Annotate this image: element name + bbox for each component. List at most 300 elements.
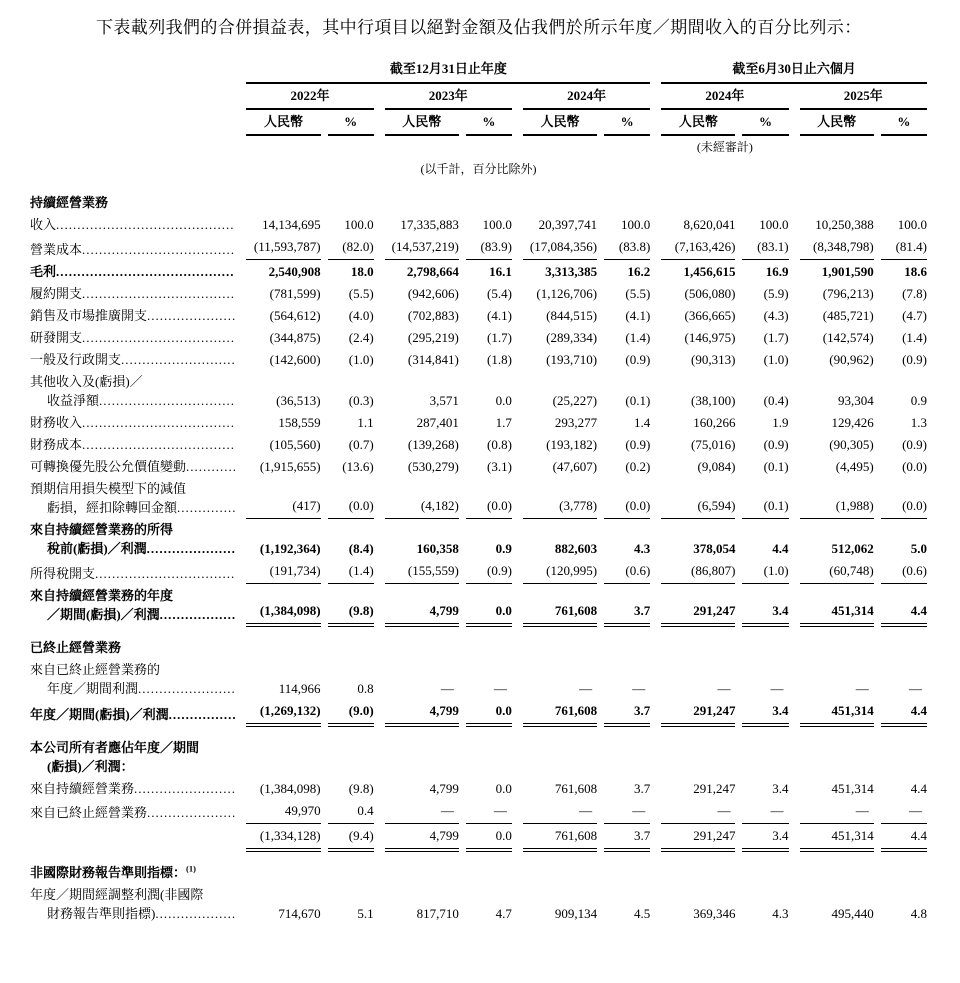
cell-percent: (4.3) <box>763 308 789 323</box>
table-row <box>30 777 927 799</box>
cell-amount: 4,799 <box>385 699 459 725</box>
cell-percent: 4.8 <box>910 905 927 921</box>
cell-percent: 0.0 <box>495 780 512 796</box>
cell-percent: 3.7 <box>634 780 651 796</box>
cell-percent: (5.5) <box>348 286 374 301</box>
cell-percent: (9.4) <box>328 823 374 850</box>
cell-percent: (0.3) <box>348 393 374 408</box>
cell-amount: 761,608 <box>554 780 598 796</box>
cell-amount: 93,304 <box>837 393 874 408</box>
dot-leader <box>169 705 236 724</box>
table-row <box>30 304 927 326</box>
row-label-text: 其他收入及(虧損)／ <box>30 374 143 389</box>
cell-amount: 378,054 <box>693 541 736 556</box>
table-row <box>30 411 927 433</box>
cell-percent: 4.3 <box>634 541 651 556</box>
cell-amount: (844,515) <box>546 308 598 323</box>
cell-percent: (5.5) <box>625 286 651 301</box>
cell-amount: (295,219) <box>407 330 459 345</box>
row-label-text: 收入 <box>30 217 57 232</box>
cell-percent: (83.8) <box>604 235 650 260</box>
cell-amount: (781,599) <box>269 286 321 301</box>
section-row <box>30 850 927 883</box>
year-header: 2024年 <box>523 83 650 109</box>
cell-amount: (90,313) <box>691 352 736 367</box>
year-header: 2025年 <box>800 83 927 109</box>
cell-amount: (155,559) <box>385 559 459 584</box>
percent-header: % <box>604 109 650 135</box>
header-unaudited <box>30 135 927 158</box>
cell-percent: (0.0) <box>902 459 927 474</box>
cell-percent: (1.0) <box>348 352 374 367</box>
row-label-text: 毛利 <box>30 264 57 279</box>
cell-percent: — <box>770 680 784 696</box>
currency-header: 人民幣 <box>385 109 459 135</box>
cell-amount: 129,426 <box>831 415 874 430</box>
unaudited-note: (未經審計) <box>696 140 753 154</box>
cell-amount: (564,612) <box>269 308 321 323</box>
cell-amount: (1,384,098) <box>259 780 321 796</box>
header-years <box>30 83 927 109</box>
cell-percent: (0.9) <box>625 437 651 452</box>
cell-percent: 5.0 <box>910 541 927 556</box>
dot-leader <box>147 803 235 822</box>
cell-percent: (1.4) <box>902 330 927 345</box>
cell-amount: 10,250,388 <box>815 217 874 232</box>
dot-leader <box>82 413 235 432</box>
cell-percent: 5.1 <box>357 905 374 921</box>
cell-amount: — <box>855 680 869 696</box>
percent-header: % <box>328 109 374 135</box>
cell-amount: 495,440 <box>831 905 874 921</box>
cell-percent: (4.1) <box>486 308 512 323</box>
cell-amount: (796,213) <box>822 286 874 301</box>
cell-percent: (0.1) <box>763 459 789 474</box>
cell-amount: (7,163,426) <box>661 235 735 260</box>
row-label-text: 收益淨額 <box>47 393 100 408</box>
cell-percent: (0.9) <box>902 352 927 367</box>
cell-percent: (1.0) <box>763 352 789 367</box>
cell-amount: (75,016) <box>691 437 736 452</box>
row-label-text: 來自持續經營業務 <box>30 780 135 796</box>
cell-amount: 4,799 <box>385 823 459 850</box>
table-row <box>30 799 927 824</box>
header-period-groups <box>30 57 927 83</box>
cell-percent: (0.0) <box>604 477 650 518</box>
row-label <box>30 584 235 625</box>
year-header: 2024年 <box>661 83 788 109</box>
cell-percent: 1.4 <box>634 415 651 430</box>
currency-header: 人民幣 <box>661 109 735 135</box>
row-label <box>30 235 235 260</box>
cell-amount: (25,227) <box>552 393 598 408</box>
cell-percent: (0.9) <box>902 437 927 452</box>
cell-percent: 0.4 <box>328 799 374 824</box>
row-label <box>30 213 235 235</box>
dot-leader <box>147 306 235 325</box>
row-label <box>30 699 235 725</box>
row-label-text: 稅前(虧損)／利潤 <box>47 541 147 556</box>
cell-percent: (1.7) <box>486 330 512 345</box>
dot-leader <box>147 539 236 558</box>
cell-percent: (0.0) <box>466 477 512 518</box>
cell-percent: 16.1 <box>489 264 512 279</box>
cell-percent: 4.4 <box>910 780 927 796</box>
cell-percent: (4.0) <box>348 308 374 323</box>
table-row <box>30 518 927 559</box>
cell-amount: 761,608 <box>523 699 597 725</box>
cell-amount: 882,603 <box>554 541 598 556</box>
cell-amount: (11,593,787) <box>246 235 320 260</box>
row-label-text: ／期間(虧損)／利潤 <box>47 606 160 622</box>
dot-leader <box>138 679 235 698</box>
row-label-text: 年度／期間經調整利潤(非國際 <box>30 886 204 902</box>
header-scale-note <box>30 158 927 180</box>
cell-amount: 291,247 <box>661 584 735 625</box>
cell-amount: (139,268) <box>407 437 459 452</box>
cell-amount: (417) <box>246 477 320 518</box>
dot-leader <box>121 350 235 369</box>
cell-amount: (1,915,655) <box>259 459 321 474</box>
currency-header: 人民幣 <box>246 109 320 135</box>
row-label <box>30 625 235 658</box>
cell-percent: (1.4) <box>328 559 374 584</box>
cell-percent: (5.9) <box>763 286 789 301</box>
row-label-text: 已終止經營業務 <box>30 639 122 655</box>
cell-amount: 1,901,590 <box>821 264 874 279</box>
cell-percent: — <box>909 680 922 696</box>
cell-percent: (1.0) <box>742 559 788 584</box>
cell-amount: (344,875) <box>269 330 321 345</box>
section-row <box>30 180 927 213</box>
row-label-text: 本公司所有者應佔年度／期間 <box>30 739 200 755</box>
cell-amount: (38,100) <box>691 393 736 408</box>
cell-amount: 451,314 <box>800 584 874 625</box>
dot-leader <box>134 779 235 798</box>
cell-percent: (1.8) <box>486 352 512 367</box>
cell-amount: (191,734) <box>246 559 320 584</box>
cell-amount: (193,710) <box>546 352 598 367</box>
percent-header: % <box>881 109 927 135</box>
cell-percent: 100.0 <box>759 217 789 232</box>
row-label-text: 財務成本 <box>30 437 83 452</box>
table-row <box>30 260 927 283</box>
table-row <box>30 433 927 455</box>
cell-amount: (90,962) <box>829 352 874 367</box>
cell-amount: 909,134 <box>554 905 598 921</box>
cell-percent: (3.1) <box>486 459 512 474</box>
cell-amount: 287,401 <box>416 415 459 430</box>
row-label <box>30 850 235 883</box>
income-statement-table <box>30 57 927 924</box>
table-row <box>30 213 927 235</box>
dot-leader <box>160 605 236 624</box>
cell-percent: 4.4 <box>881 823 927 850</box>
cell-amount: (4,182) <box>385 477 459 518</box>
percent-header: % <box>466 109 512 135</box>
cell-amount: — <box>440 680 454 696</box>
cell-percent: 1.3 <box>910 415 927 430</box>
cell-percent: (2.4) <box>348 330 374 345</box>
cell-amount: 291,247 <box>661 823 735 850</box>
cell-amount: (6,594) <box>661 477 735 518</box>
table-row <box>30 658 927 699</box>
cell-percent: (82.0) <box>328 235 374 260</box>
cell-percent: (0.8) <box>486 437 512 452</box>
cell-amount: 451,314 <box>800 699 874 725</box>
row-label-text: 來自已終止經營業務的 <box>30 661 161 677</box>
row-label <box>30 658 235 699</box>
cell-percent: 4.4 <box>881 699 927 725</box>
cell-amount: 817,710 <box>416 905 459 921</box>
row-label-text: 來自持續經營業務的所得 <box>30 522 174 537</box>
cell-percent: 3.7 <box>604 823 650 850</box>
cell-percent: (8.4) <box>348 541 374 556</box>
table-row <box>30 235 927 260</box>
cell-amount: 369,346 <box>693 905 736 921</box>
cell-percent: (83.9) <box>466 235 512 260</box>
currency-header: 人民幣 <box>800 109 874 135</box>
row-label <box>30 348 235 370</box>
cell-amount: (105,560) <box>269 437 321 452</box>
cell-percent: 100.0 <box>897 217 927 232</box>
row-label <box>30 304 235 326</box>
cell-percent: 0.8 <box>357 680 374 696</box>
cell-percent: 16.9 <box>765 264 789 279</box>
cell-percent: (13.6) <box>342 459 374 474</box>
cell-percent: (0.4) <box>763 393 789 408</box>
row-label <box>30 180 235 213</box>
cell-percent: 3.4 <box>772 780 789 796</box>
cell-percent: (0.1) <box>742 477 788 518</box>
cell-amount: (146,975) <box>684 330 736 345</box>
cell-amount: 2,798,664 <box>406 264 459 279</box>
cell-amount: (14,537,219) <box>385 235 459 260</box>
table-row <box>30 699 927 725</box>
row-label-text: 所得稅開支 <box>30 565 96 581</box>
period-group-header: 截至6月30日止六個月 <box>661 57 927 83</box>
cell-amount: 291,247 <box>693 780 736 796</box>
row-label <box>30 559 235 584</box>
cell-amount: 291,247 <box>661 699 735 725</box>
cell-percent: 0.0 <box>466 699 512 725</box>
row-label-text: 銷售及市場推廣開支 <box>30 308 148 323</box>
cell-amount: (193,182) <box>546 437 598 452</box>
table-row <box>30 282 927 304</box>
row-label-text: 非國際財務報告準則指標：$^{(1)}$ <box>30 863 196 880</box>
cell-amount: — <box>523 799 597 824</box>
cell-amount: 114,966 <box>278 680 321 696</box>
cell-percent: 3.4 <box>742 823 788 850</box>
cell-percent: 16.2 <box>627 264 651 279</box>
cell-amount: 4,799 <box>429 780 459 796</box>
row-label-text: 年度／期間(虧損)／利潤 <box>30 706 169 722</box>
dot-leader <box>82 284 235 303</box>
cell-amount: 8,620,041 <box>683 217 736 232</box>
row-label <box>30 282 235 304</box>
cell-percent: 3.4 <box>742 699 788 725</box>
row-label <box>30 799 235 824</box>
cell-percent: (83.1) <box>742 235 788 260</box>
cell-amount: (3,778) <box>523 477 597 518</box>
cell-amount: (1,384,098) <box>246 584 320 625</box>
cell-percent: 0.9 <box>910 393 927 408</box>
cell-percent: (9.8) <box>348 780 374 796</box>
cell-amount: — <box>661 799 735 824</box>
cell-amount: 49,970 <box>246 799 320 824</box>
cell-amount: (1,988) <box>800 477 874 518</box>
dot-leader <box>82 328 235 347</box>
cell-amount: (86,807) <box>661 559 735 584</box>
cell-amount: 14,134,695 <box>262 217 321 232</box>
cell-percent: 4.5 <box>634 905 651 921</box>
cell-amount: (506,080) <box>684 286 736 301</box>
percent-header: % <box>742 109 788 135</box>
cell-percent: 0.0 <box>495 393 512 408</box>
cell-amount: 160,358 <box>416 541 459 556</box>
cell-amount: (942,606) <box>407 286 459 301</box>
cell-percent: — <box>466 799 512 824</box>
dot-leader <box>82 240 235 259</box>
row-label-text: 來自已終止經營業務 <box>30 805 148 820</box>
row-label-text: 預期信用損失模型下的減值 <box>30 481 187 496</box>
cell-percent: 100.0 <box>621 217 651 232</box>
cell-amount: 451,314 <box>831 780 874 796</box>
section-row <box>30 725 927 777</box>
row-label-text: 財務報告準則指標) <box>47 905 156 921</box>
cell-percent: (1.7) <box>763 330 789 345</box>
cell-amount: (47,607) <box>552 459 598 474</box>
cell-percent: (81.4) <box>881 235 927 260</box>
cell-amount: (485,721) <box>822 308 874 323</box>
cell-percent: — <box>632 680 646 696</box>
cell-percent: (0.2) <box>625 459 651 474</box>
cell-amount: 3,313,385 <box>545 264 598 279</box>
cell-percent: (0.9) <box>625 352 651 367</box>
dot-leader <box>82 435 235 454</box>
table-row <box>30 348 927 370</box>
cell-amount: 160,266 <box>693 415 736 430</box>
cell-amount: 761,608 <box>523 823 597 850</box>
cell-percent: 1.7 <box>495 415 512 430</box>
cell-percent: 1.1 <box>357 415 374 430</box>
cell-percent: 4.4 <box>772 541 789 556</box>
cell-amount: (289,334) <box>546 330 598 345</box>
cell-amount: (314,841) <box>407 352 459 367</box>
cell-amount: 3,571 <box>429 393 459 408</box>
row-label <box>30 823 235 850</box>
section-row <box>30 625 927 658</box>
row-label-text: 持續經營業務 <box>30 195 109 210</box>
cell-percent: (0.7) <box>348 437 374 452</box>
cell-amount: (1,334,128) <box>246 823 320 850</box>
cell-percent: (0.6) <box>881 559 927 584</box>
cell-amount: (142,600) <box>269 352 321 367</box>
cell-amount: 451,314 <box>800 823 874 850</box>
cell-percent: (0.0) <box>881 477 927 518</box>
cell-amount: — <box>800 799 874 824</box>
row-label <box>30 411 235 433</box>
dot-leader <box>56 262 235 281</box>
dot-leader <box>155 904 235 923</box>
cell-percent: (9.8) <box>328 584 374 625</box>
row-label <box>30 326 235 348</box>
cell-amount: 293,277 <box>554 415 598 430</box>
cell-amount: 1,456,615 <box>683 264 736 279</box>
row-label-text: 營業成本 <box>30 241 83 257</box>
cell-percent: 100.0 <box>344 217 374 232</box>
row-label <box>30 455 235 477</box>
cell-amount: (36,513) <box>276 393 321 408</box>
cell-percent: — <box>493 680 507 696</box>
table-row <box>30 823 927 850</box>
cell-amount: (1,192,364) <box>259 541 321 556</box>
dot-leader <box>56 215 235 234</box>
cell-amount: (142,574) <box>822 330 874 345</box>
cell-percent: 100.0 <box>482 217 512 232</box>
row-label-text: (虧損)／利潤： <box>47 758 134 774</box>
cell-percent: 4.7 <box>495 905 512 921</box>
cell-percent: 4.3 <box>772 905 789 921</box>
cell-amount: (702,883) <box>407 308 459 323</box>
table-row <box>30 883 927 924</box>
row-label <box>30 477 235 518</box>
cell-amount: — <box>385 799 459 824</box>
cell-percent: (9.0) <box>328 699 374 725</box>
row-label-text: 一般及行政開支 <box>30 352 122 367</box>
dot-leader <box>177 498 235 517</box>
cell-percent: (0.0) <box>328 477 374 518</box>
cell-percent: — <box>604 799 650 824</box>
row-label-text: 可轉換優先股公允價值變動 <box>30 459 187 474</box>
row-label-text: 虧損，經扣除轉回金額 <box>47 500 178 515</box>
cell-percent: 3.4 <box>742 584 788 625</box>
row-label <box>30 433 235 455</box>
cell-amount: — <box>579 680 593 696</box>
footnote-ref: (1) <box>186 863 196 874</box>
dot-leader <box>99 391 235 410</box>
table-row <box>30 559 927 584</box>
table-row <box>30 326 927 348</box>
cell-percent: (0.1) <box>625 393 651 408</box>
cell-amount: 158,559 <box>278 415 321 430</box>
table-row <box>30 455 927 477</box>
intro-paragraph: 下表載列我們的合併損益表，其中行項目以絕對金額及佔我們於所示年度／期間收入的百分比列示： <box>96 18 862 37</box>
table-row <box>30 584 927 625</box>
cell-amount: 512,062 <box>831 541 874 556</box>
cell-percent: (5.4) <box>486 286 512 301</box>
cell-amount: (8,348,798) <box>800 235 874 260</box>
cell-percent: (0.9) <box>466 559 512 584</box>
cell-amount: 17,335,883 <box>400 217 459 232</box>
cell-amount: (120,995) <box>523 559 597 584</box>
row-label <box>30 883 235 924</box>
cell-percent: 1.9 <box>772 415 789 430</box>
cell-percent: (0.6) <box>604 559 650 584</box>
cell-amount: 714,670 <box>278 905 321 921</box>
row-label <box>30 777 235 799</box>
row-label <box>30 370 235 411</box>
row-label <box>30 260 235 283</box>
year-header: 2022年 <box>246 83 373 109</box>
cell-amount: (90,305) <box>829 437 874 452</box>
row-label-text: 財務收入 <box>30 415 83 430</box>
cell-percent: 0.9 <box>495 541 512 556</box>
cell-amount: (1,126,706) <box>536 286 598 301</box>
year-header: 2023年 <box>385 83 512 109</box>
cell-percent: (0.9) <box>763 437 789 452</box>
row-label-text: 研發開支 <box>30 330 83 345</box>
